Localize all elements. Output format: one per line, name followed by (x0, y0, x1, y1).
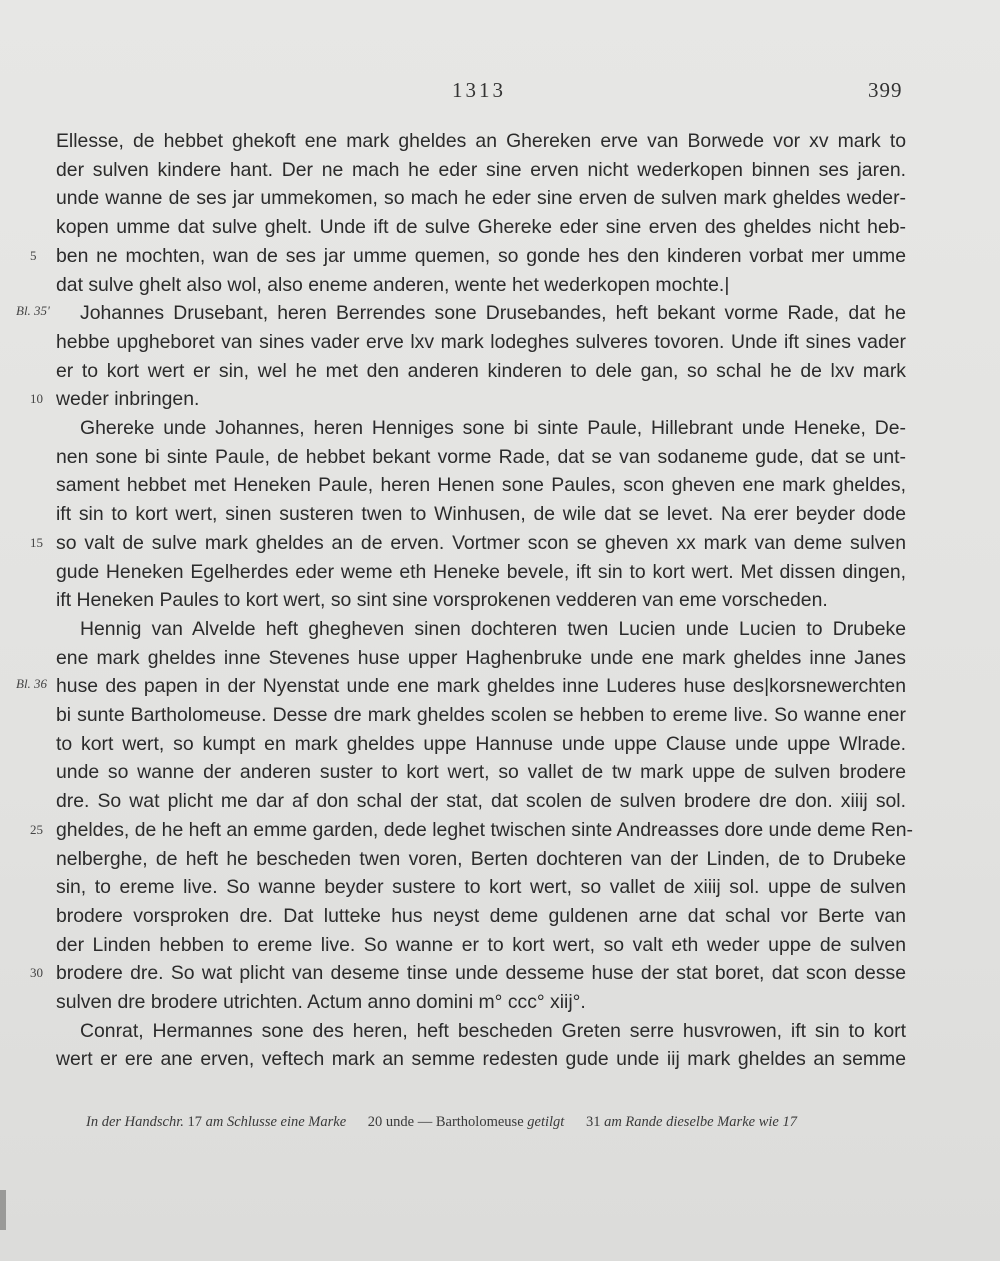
text-line: Ellesse, de hebbet ghekoft ene mark gheldes an Ghereken erve van Borwede vor xv mark to (56, 130, 906, 152)
text-line: sament hebbet met Heneken Paule, heren Henen sone Paules, scon gheven ene mark gheldes, (56, 474, 906, 497)
text-line: ift Heneken Paules to kort wert, so sint sine vorsprokenen vedderen van eme vorscheden. (56, 589, 828, 612)
line-number: 10 (30, 391, 43, 407)
text-line: wert er ere ane erven, veftech mark an semme redesten gude unde iij mark gheldes an semme (56, 1048, 906, 1071)
text-line: unde wanne de ses jar ummekomen, so mach he eder sine erven de sulven mark gheldes weder- (56, 187, 906, 210)
text-line: der sulven kindere hant. Der ne mach he eder sine erven nicht wederkopen binnen ses jaren. (56, 158, 906, 181)
footnote-part: am Schlusse eine Marke (205, 1114, 347, 1130)
text-line: Ghereke unde Johannes, heren Henniges sone bi sinte Paule, Hillebrant unde Heneke, De- (80, 417, 906, 439)
text-line: ift sin to kort wert, sinen susteren twen to Winhusen, de wile dat se levet. Na erer beyder dode (56, 503, 906, 526)
line-number: 5 (30, 247, 37, 263)
text-line: kopen umme dat sulve ghelt. Unde ift de sulve Ghereke eder sine erven des gheldes nicht heb- (56, 216, 906, 239)
text-line: hebbe upgheboret van sines vader erve lxv mark lodeghes sulveres tovoren. Unde ift sines vader (56, 330, 906, 353)
text-line: to kort wert, so kumpt en mark gheldes uppe Hannuse unde uppe Clause unde uppe Wlrade. (56, 732, 906, 755)
text-line: sulven dre brodere utrichten. Actum anno domini m° ccc° xiij°. (56, 991, 586, 1013)
text-line: dat sulve ghelt also wol, also eneme anderen, wente het wederkopen mochte.| (56, 273, 730, 296)
footnote-part: 31 (585, 1114, 601, 1130)
text-line: er to kort wert er sin, wel he met den anderen kinderen to dele gan, so schal he de lxv mark (56, 359, 906, 382)
text-line: ben ne mochten, wan de ses jar umme quemen, so gonde hes den kinderen vorbat mer umme (56, 244, 906, 267)
text-line: der Linden hebben to ereme live. So wanne er to kort wert, so valt eth weder uppe de sulven (56, 933, 906, 956)
line-number: 15 (30, 534, 43, 550)
text-line: brodere vorsproken dre. Dat lutteke hus neyst deme guldenen arne dat schal vor Berte van (56, 904, 906, 927)
text-line: Hennig van Alvelde heft ghegheven sinen dochteren twen Lucien unde Lucien to Drubeke (80, 617, 906, 640)
margin-note: Bl. 36 (16, 676, 48, 692)
text-line: so valt de sulve mark gheldes an de erven. Vortmer scon se gheven xx mark van deme sulven (56, 531, 906, 554)
text-line: sin, to ereme live. So wanne beyder sustere to kort wert, so vallet de xiiij sol. uppe de sulven (56, 876, 906, 899)
margin-note: Bl. 35' (16, 303, 50, 319)
text-line: brodere dre. So wat plicht van deseme tinse unde desseme huse der stat boret, dat scon desse (56, 962, 906, 985)
footnote-part: 17 (187, 1114, 202, 1130)
text-line: gude Heneken Egelherdes eder weme eth Heneke bevele, ift sin to kort wert. Met dissen dingen, (56, 560, 906, 583)
text-line: Johannes Drusebant, heren Berrendes sone Drusebandes, heft bekant vorme Rade, dat he (80, 302, 906, 325)
footnote-part: am Rande dieselbe Marke wie 17 (604, 1114, 797, 1130)
text-line: unde so wanne der anderen suster to kort wert, so vallet de tw mark uppe de sulven brodere (56, 761, 906, 784)
page-edge-mark (0, 1190, 6, 1230)
text-line: huse des papen in der Nyenstat unde ene mark gheldes inne Luderes huse des|korsnewerchten (56, 675, 906, 698)
text-line: nen sone bi sinte Paule, de hebbet bekant vorme Rade, dat se van sodaneme gude, dat se unt- (56, 445, 906, 468)
text-line: ene mark gheldes inne Stevenes huse upper Haghenbruke unde ene mark gheldes inne Janes (56, 646, 906, 669)
footnote-part: getilgt (527, 1114, 565, 1130)
text-line: Conrat, Hermannes sone des heren, heft bescheden Greten serre husvrowen, ift sin to kort (80, 1019, 906, 1042)
footnote-part: 20 unde — Bartholomeuse (367, 1114, 524, 1130)
page-number: 399 (868, 78, 903, 102)
text-line: nelberghe, de heft he bescheden twen voren, Berten dochteren van der Linden, de to Drubeke (56, 847, 906, 870)
text-line: dre. So wat plicht me dar af don schal der stat, dat scolen de sulven brodere dre don. xiiij sol. (56, 790, 906, 813)
text-line: bi sunte Bartholomeuse. Desse dre mark gheldes scolen se hebben to ereme live. So wanne ener (56, 704, 906, 726)
footnote (86, 1114, 906, 1131)
text-line: gheldes, de he heft an emme garden, dede leghet twischen sinte Andreasses dore unde deme Ren- (56, 818, 913, 841)
line-number: 30 (30, 965, 43, 981)
line-number: 25 (30, 821, 43, 837)
footnote-part: In der Handschr. (86, 1114, 184, 1130)
page-header-year: 1313 (452, 78, 506, 102)
text-line: weder inbringen. (56, 388, 200, 411)
